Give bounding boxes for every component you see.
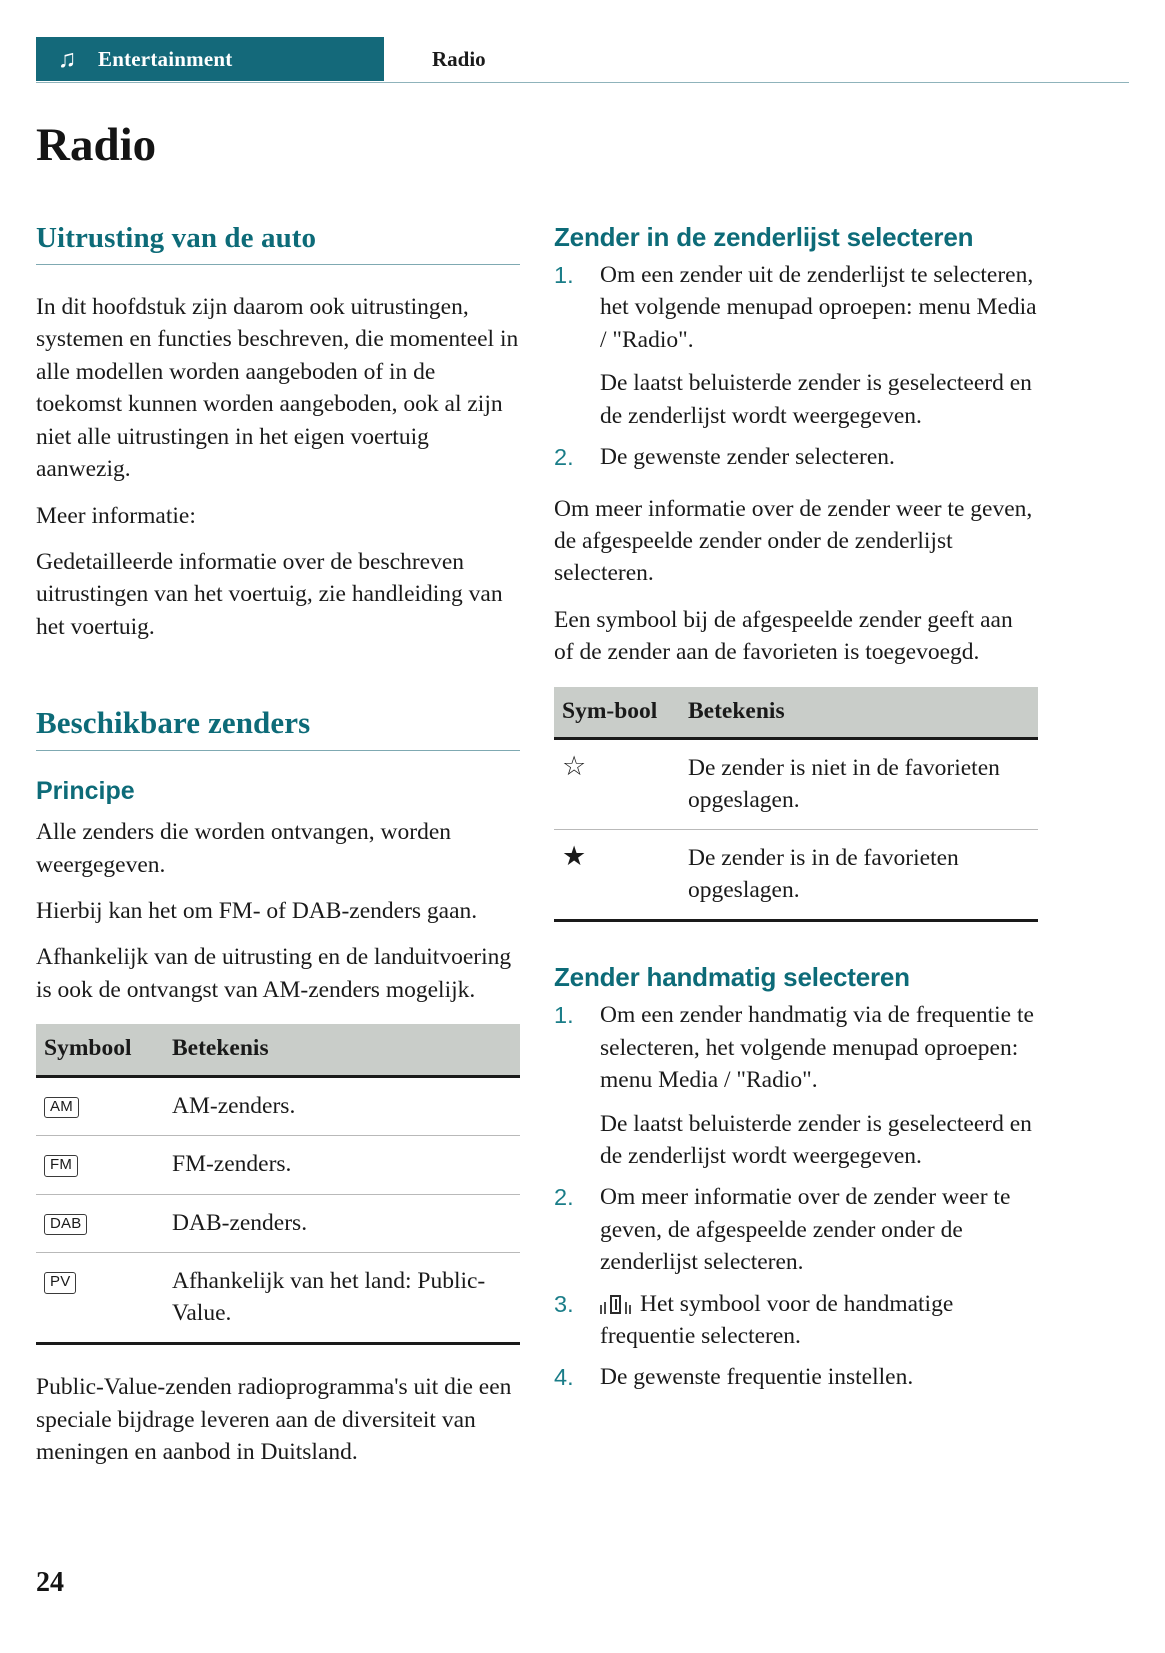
symbol-cell [36, 1253, 164, 1344]
breadcrumb: Radio [432, 46, 486, 71]
step-text: De gewenste zender selecteren. [600, 444, 895, 471]
symbol-cell [554, 739, 680, 830]
step-number: 4. [554, 1364, 574, 1391]
paragraph-meer-informatie: Meer informatie: [36, 502, 196, 529]
step-text: Om een zender handmatig via de frequentie te selecteren, het volgende menupad oproepen: menu Media / "Radio". [600, 1002, 1034, 1094]
music-note-icon: ♫ [57, 45, 77, 73]
left-column [36, 222, 520, 1469]
section-heading-beschikbare-zenders: Beschikbare zenders [36, 705, 520, 751]
star-filled-icon: ★ [562, 841, 587, 872]
symbol-cell [36, 1194, 164, 1252]
list-item [554, 1181, 1038, 1278]
tuning-scale-icon [600, 1294, 631, 1314]
paragraph-meer-info-zender: Om meer informatie over de zender weer te geven, de afgespeelde zender onder de zenderlijst selecteren. [554, 495, 1033, 587]
step-number: 1. [554, 1002, 574, 1029]
table-row [554, 830, 1038, 921]
table-row [36, 1194, 520, 1252]
page-title: Radio [36, 119, 157, 171]
am-badge-icon: AM [44, 1097, 79, 1119]
meaning-cell: DAB-zenders. [164, 1194, 520, 1252]
meaning-cell: FM-zenders. [164, 1136, 520, 1194]
dab-badge-icon: DAB [44, 1214, 87, 1236]
step-number: 1. [554, 262, 574, 288]
list-item [554, 1288, 1038, 1353]
step-subtext: De laatst beluisterde zender is geselecteerd en de zenderlijst wordt weergegeven. [600, 1110, 1032, 1169]
column-header-betekenis: Betekenis [680, 687, 1038, 739]
symbol-cell [36, 1076, 164, 1135]
paragraph-uitrusting-3: Gedetailleerde informatie over de beschreven uitrustingen van het voertuig, zie handleiding van het voertuig. [36, 548, 503, 640]
steps-list-zenderlijst [554, 259, 1038, 474]
meaning-cell: AM-zenders. [164, 1076, 520, 1135]
step-text-wrap [600, 999, 1038, 1172]
fm-badge-icon: FM [44, 1155, 78, 1177]
section-heading-zender-in-zenderlijst: Zender in de zenderlijst selecteren [554, 222, 974, 252]
step-text: Het symbool voor de handmatige frequentie selecteren. [600, 1290, 954, 1350]
paragraph-public-value: Public-Value-zenden radioprogramma's uit die een speciale bijdrage leveren aan de diversiteit van meningen en aanbod in Duitsland. [36, 1374, 512, 1466]
table-row [36, 1253, 520, 1344]
header-divider [36, 82, 1129, 83]
table-row [554, 739, 1038, 830]
steps-list-handmatig [554, 999, 1038, 1394]
step-text: De gewenste frequentie instellen. [600, 1364, 914, 1391]
paragraph-principe-2: Hierbij kan het om FM- of DAB-zenders gaan. [36, 898, 478, 925]
table-row [36, 1136, 520, 1194]
meaning-cell: De zender is in de favorieten opgeslagen. [680, 830, 1038, 921]
subsection-heading-principe: Principe [36, 777, 135, 806]
star-outline-icon: ☆ [562, 751, 587, 782]
step-text-wrap [600, 1288, 1038, 1353]
section-heading-uitrusting: Uitrusting van de auto [36, 222, 520, 265]
column-header-betekenis: Betekenis [164, 1024, 520, 1076]
table-row [36, 1076, 520, 1135]
list-item [554, 1361, 1038, 1393]
paragraph-principe-3: Afhankelijk van de uitrusting en de landuitvoering is ook de ontvangst van AM-zenders mogelijk. [36, 944, 512, 1003]
right-column [554, 222, 1038, 1469]
section-heading-zender-handmatig: Zender handmatig selecteren [554, 962, 910, 993]
column-header-symbool-text: Sym-bool [562, 697, 658, 724]
list-item [554, 999, 1038, 1172]
symbol-cell [36, 1136, 164, 1194]
header-chapter-tab [36, 37, 384, 81]
meaning-cell: Afhankelijk van het land: Public-Value. [164, 1253, 520, 1344]
step-number: 3. [554, 1290, 574, 1317]
meaning-cell: De zender is niet in de favorieten opgeslagen. [680, 739, 1038, 830]
step-number: 2. [554, 444, 574, 471]
list-item [554, 259, 1038, 432]
symbol-table-bands [36, 1024, 520, 1345]
paragraph-uitrusting-1: In dit hoofdstuk zijn daarom ook uitrustingen, systemen en functies beschreven, die momenteel in alle modellen worden aangeboden of in de toekomst kunnen worden aangeboden, ook al zijn niet alle uitrustingen in het eigen voertuig aanwezig. [36, 294, 519, 483]
table-header-row [554, 687, 1038, 739]
step-text: Om een zender uit de zenderlijst te selecteren, het volgende menupad oproepen: menu Media / "Radio". [600, 262, 1037, 353]
symbol-table-favorites [554, 687, 1038, 923]
column-header-symbool: Symbool [36, 1024, 164, 1076]
table-header-row [36, 1024, 520, 1076]
content-columns [36, 222, 1129, 1469]
step-text: Om meer informatie over de zender weer te geven, de afgespeelde zender onder de zenderlijst selecteren. [600, 1184, 1011, 1276]
page-number: 24 [36, 1567, 64, 1598]
page-header [36, 37, 1129, 81]
step-text-wrap [600, 259, 1038, 432]
header-chapter-label: Entertainment [98, 46, 233, 71]
column-header-symbool [554, 687, 680, 739]
paragraph-symbool-favorieten: Een symbool bij de afgespeelde zender geeft aan of de zender aan de favorieten is toegevoegd. [554, 606, 1013, 666]
pv-badge-icon: PV [44, 1272, 76, 1294]
step-subtext: De laatst beluisterde zender is geselecteerd en de zenderlijst wordt weergegeven. [600, 370, 1032, 429]
paragraph-principe-1: Alle zenders die worden ontvangen, worden weergegeven. [36, 819, 452, 878]
list-item [554, 441, 1038, 473]
step-number: 2. [554, 1184, 574, 1211]
symbol-cell [554, 830, 680, 921]
